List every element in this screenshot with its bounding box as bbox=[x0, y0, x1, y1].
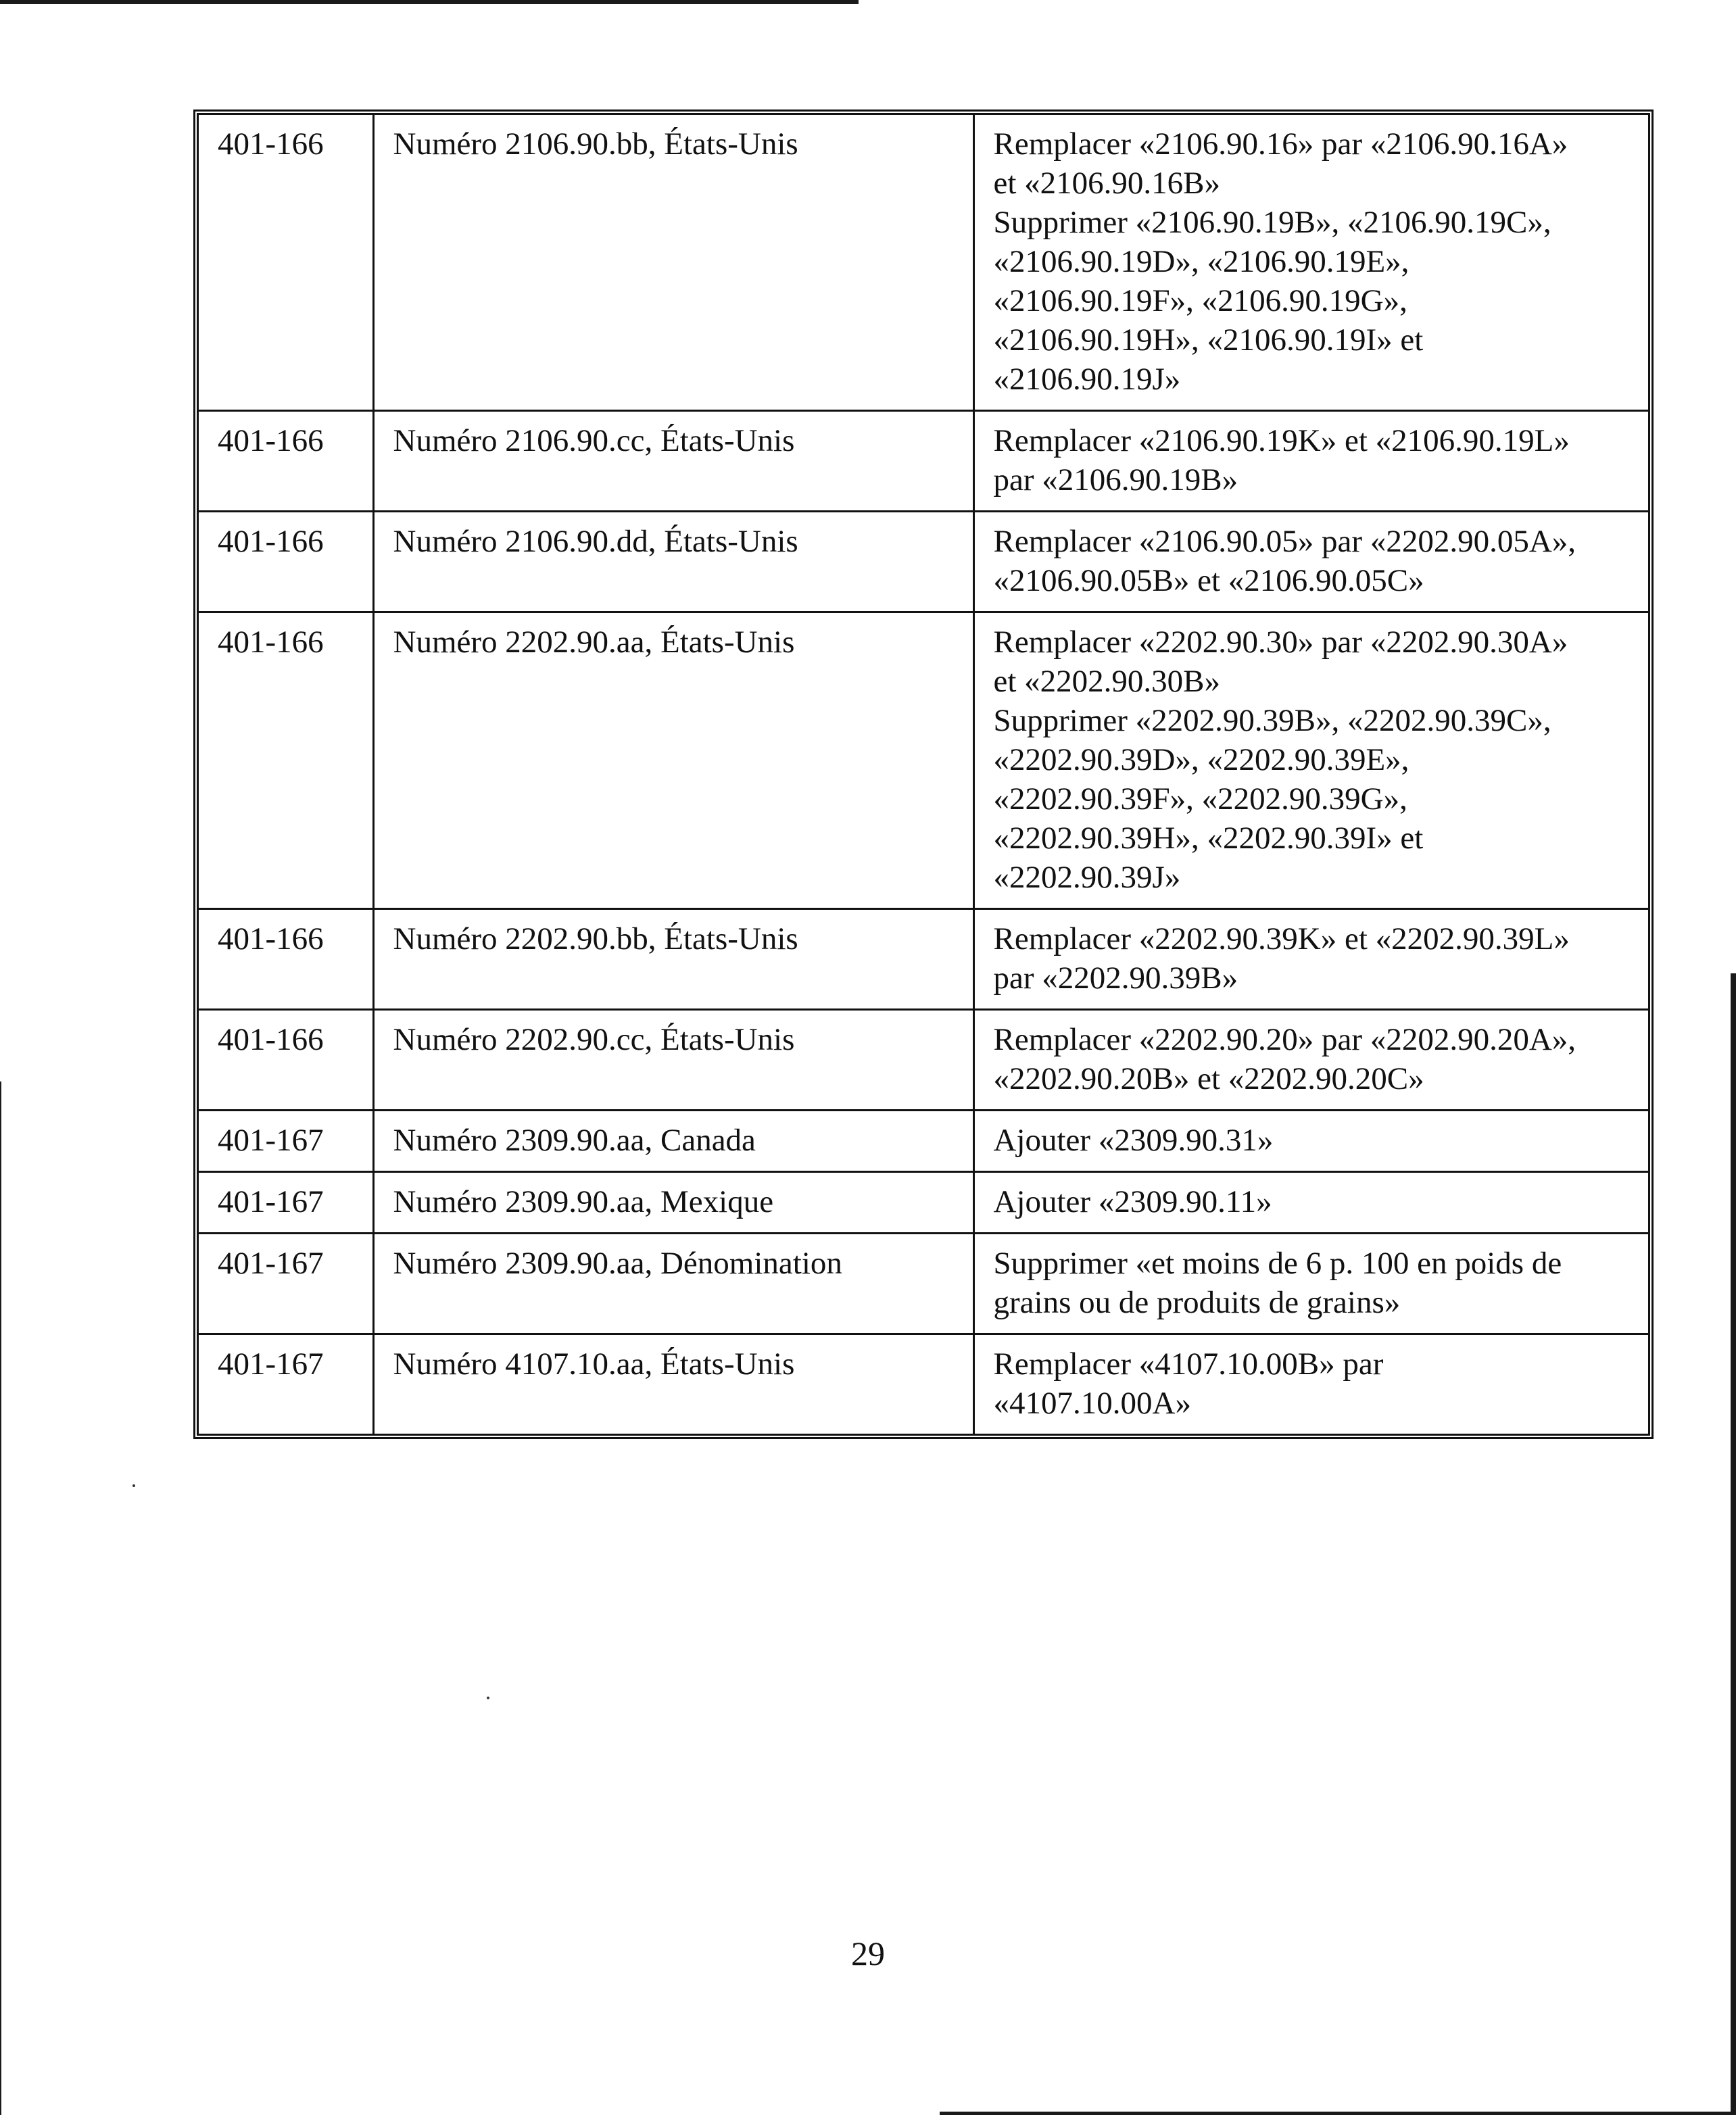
amendment-cell: Remplacer «2106.90.16» par «2106.90.16A» et «2106.90.16B» Supprimer «2106.90.19B», «2106.90.19C», «2106.90.19D», «2106.90.19E», «2106.90.19F», «2106.90.19G», «2106.90.19H», «2106.90.19I» et «2106.90.19J» bbox=[973, 115, 1648, 411]
page-number: 29 bbox=[851, 1935, 885, 1972]
amendments-table-frame bbox=[193, 110, 1654, 1439]
amendment-cell: Ajouter «2309.90.31» bbox=[973, 1111, 1648, 1172]
tariff-item-cell: Numéro 2309.90.aa, Dénomination bbox=[373, 1234, 973, 1334]
amendment-cell: Remplacer «4107.10.00B» par «4107.10.00A» bbox=[973, 1334, 1648, 1434]
tariff-item-cell: Numéro 2202.90.aa, États-Unis bbox=[373, 612, 973, 909]
scan-edge-bottom bbox=[940, 2112, 1736, 2115]
table-row bbox=[199, 909, 1648, 1010]
table-row bbox=[199, 1234, 1648, 1334]
tariff-item-cell: Numéro 4107.10.aa, États-Unis bbox=[373, 1334, 973, 1434]
page-reference-cell: 401-166 bbox=[199, 612, 373, 909]
tariff-item-cell: Numéro 2309.90.aa, Mexique bbox=[373, 1172, 973, 1234]
table-row bbox=[199, 512, 1648, 612]
table-row bbox=[199, 115, 1648, 411]
page-reference-cell: 401-167 bbox=[199, 1172, 373, 1234]
page-reference-cell: 401-166 bbox=[199, 115, 373, 411]
tariff-item-cell: Numéro 2202.90.bb, États-Unis bbox=[373, 909, 973, 1010]
page-reference-cell: 401-166 bbox=[199, 512, 373, 612]
tariff-item-cell: Numéro 2309.90.aa, Canada bbox=[373, 1111, 973, 1172]
table-row bbox=[199, 612, 1648, 909]
page-reference-cell: 401-166 bbox=[199, 909, 373, 1010]
page-reference-cell: 401-166 bbox=[199, 411, 373, 512]
amendment-cell: Ajouter «2309.90.11» bbox=[973, 1172, 1648, 1234]
page-reference-cell: 401-167 bbox=[199, 1111, 373, 1172]
amendments-table-body bbox=[199, 115, 1648, 1434]
scan-edge-top bbox=[0, 0, 859, 4]
table-row bbox=[199, 411, 1648, 512]
page-reference-cell: 401-166 bbox=[199, 1010, 373, 1111]
scan-speck bbox=[487, 1697, 489, 1699]
tariff-item-cell: Numéro 2106.90.bb, États-Unis bbox=[373, 115, 973, 411]
amendment-cell: Supprimer «et moins de 6 p. 100 en poids de grains ou de produits de grains» bbox=[973, 1234, 1648, 1334]
table-row bbox=[199, 1172, 1648, 1234]
page-reference-cell: 401-167 bbox=[199, 1334, 373, 1434]
amendment-cell: Remplacer «2106.90.19K» et «2106.90.19L» par «2106.90.19B» bbox=[973, 411, 1648, 512]
table-row bbox=[199, 1010, 1648, 1111]
scan-speck bbox=[132, 1484, 135, 1487]
tariff-item-cell: Numéro 2106.90.cc, États-Unis bbox=[373, 411, 973, 512]
amendment-cell: Remplacer «2106.90.05» par «2202.90.05A», «2106.90.05B» et «2106.90.05C» bbox=[973, 512, 1648, 612]
amendment-cell: Remplacer «2202.90.20» par «2202.90.20A», «2202.90.20B» et «2202.90.20C» bbox=[973, 1010, 1648, 1111]
amendment-cell: Remplacer «2202.90.39K» et «2202.90.39L» par «2202.90.39B» bbox=[973, 909, 1648, 1010]
tariff-item-cell: Numéro 2106.90.dd, États-Unis bbox=[373, 512, 973, 612]
amendment-cell: Remplacer «2202.90.30» par «2202.90.30A» et «2202.90.30B» Supprimer «2202.90.39B», «2202.90.39C», «2202.90.39D», «2202.90.39E», «2202.90.39F», «2202.90.39G», «2202.90.39H», «2202.90.39I» et «2202.90.39J» bbox=[973, 612, 1648, 909]
page-reference-cell: 401-167 bbox=[199, 1234, 373, 1334]
table-row bbox=[199, 1111, 1648, 1172]
tariff-item-cell: Numéro 2202.90.cc, États-Unis bbox=[373, 1010, 973, 1111]
amendments-table bbox=[199, 115, 1648, 1434]
table-row bbox=[199, 1334, 1648, 1434]
